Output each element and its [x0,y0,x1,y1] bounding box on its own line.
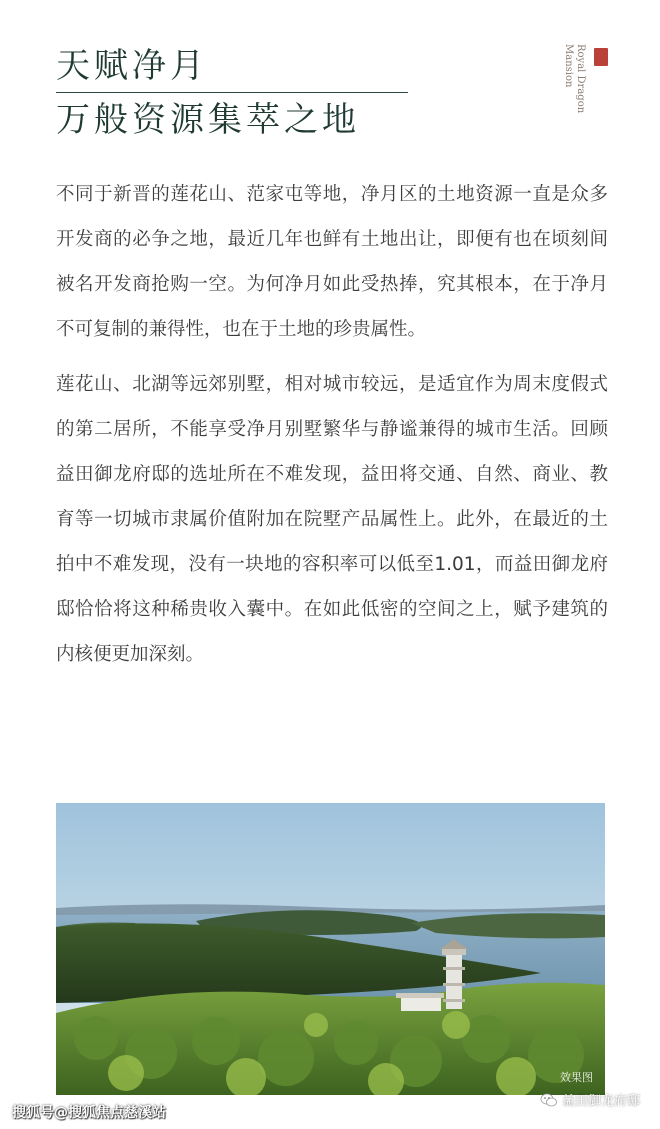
wechat-icon [540,1091,558,1109]
account-watermark [540,1090,640,1109]
brand-logo [562,44,614,124]
landscape-illustration [56,803,605,1095]
image-caption: 效果图 [560,1071,593,1084]
article-body [56,172,608,687]
account-name: 益田御龙府邸 [561,1094,640,1109]
landscape-rendering-image [56,803,605,1095]
source-watermark: 搜狐号@搜狐焦点慈溪站 [12,1105,166,1121]
brand-name: Royal Dragon Mansion [563,44,586,114]
paragraph-2: 莲花山、北湖等远郊别墅，相对城市较远，是适宜作为周末度假式的第二居所，不能享受净月别墅繁华与静谧兼得的城市生活。回顾益田御龙府邸的选址所在不难发现，益田将交通、自然、商业、教育等一切城市隶属价值附加在院墅产品属性上。此外，在最近的土拍中不难发现，没有一块地的容积率可以低至1.01，而益田御龙府邸恰恰将这种稀贵收入囊中。在如此低密的空间之上，赋予建筑的内核便更加深刻。 [56,374,608,665]
title-line-2: 万般资源集萃之地 [56,100,360,140]
paragraph-1: 不同于新晋的莲花山、范家屯等地，净月区的土地资源一直是众多开发商的必争之地，最近几年也鲜有土地出让，即便有也在顷刻间被名开发商抢购一空。为何净月如此受热捧，究其根本，在于净月不可复制的兼得性，也在于土地的珍贵属性。 [56,184,608,340]
title-line-1: 天赋净月 [56,46,208,86]
title-divider [56,92,408,93]
brand-seal-icon [594,48,608,66]
